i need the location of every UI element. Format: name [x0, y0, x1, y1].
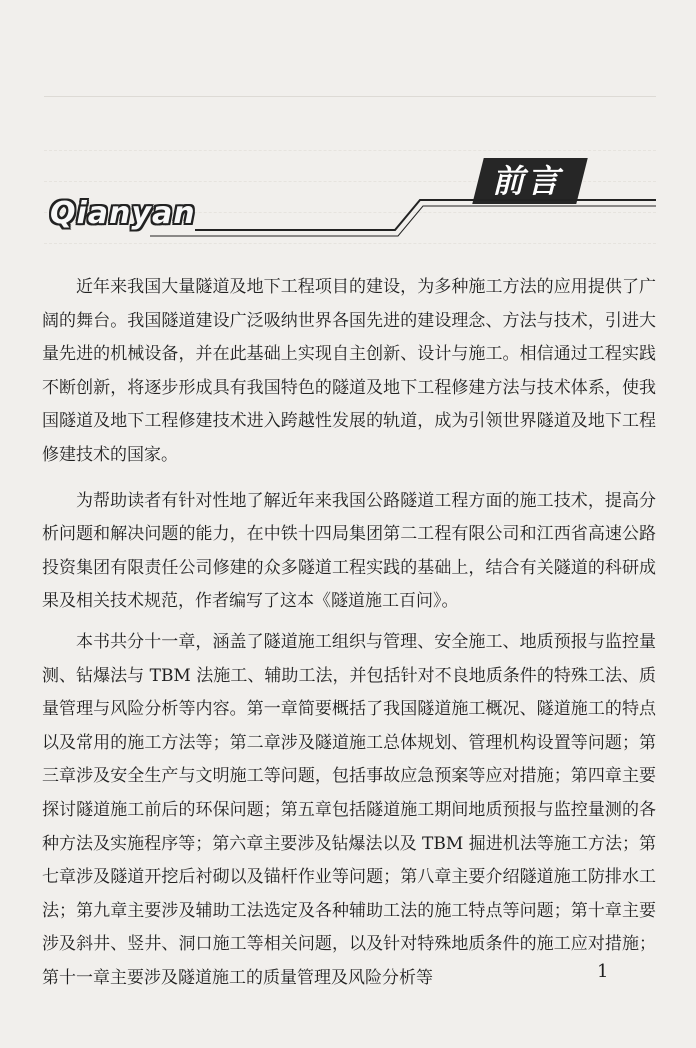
body-text [42, 271, 656, 995]
page-number: 1 [597, 961, 609, 982]
paragraph: 本书共分十一章，涵盖了隧道施工组织与管理、安全施工、地质预报与监控量测、钻爆法与 TBM 法施工、辅助工法，并包括针对不良地质条件的特殊工法、质量管理与风险分析等内容。第一章简要概括了我国隧道施工概况、隧道施工的特点以及常用的施工方法等；第二章涉及隧道施工总体规划、管理机构设置等问题；第三章涉及安全生产与文明施工等问题，包括事故应急预案等应对措施；第四章主要探讨隧道施工前后的环保问题；第五章包括隧道施工期间地质预报与监控量测的各种方法及实施程序等；第六章主要涉及钻爆法以及 TBM 掘进机法等施工方法；第七章涉及隧道开挖后衬砌以及锚杆作业等问题；第八章主要介绍隧道施工防排水工法；第九章主要涉及辅助工法选定及各种辅助工法的施工特点等问题；第十章主要涉及斜井、竖井、洞口施工等相关问题，以及针对特殊地质条件的施工应对措施；第十一章主要涉及隧道施工的质量管理及风险分析等 [42, 631, 656, 988]
title-pinyin: Qianyan [50, 196, 196, 231]
page-title: 前言 [492, 162, 563, 200]
paragraph: 近年来我国大量隧道及地下工程项目的建设，为多种施工方法的应用提供了广阔的舞台。我国隧道建设广泛吸纳世界各国先进的建设理念、方法与技术，引进大量先进的机械设备，并在此基础上实现自主创新、设计与施工。相信通过工程实践不断创新，将逐步形成具有我国特色的隧道及地下工程修建方法与技术体系，使我国隧道及地下工程修建技术进入跨越性发展的轨道，成为引领世界隧道及地下工程修建技术的国家。 [42, 277, 656, 465]
show-through-rule [44, 96, 656, 97]
paragraph: 为帮助读者有针对性地了解近年来我国公路隧道工程方面的施工技术，提高分析问题和解决问题的能力，在中铁十四局集团第二工程有限公司和江西省高速公路投资集团有限责任公司修建的众多隧道工程实践的基础上，结合有关隧道的科研成果及相关技术规范，作者编写了这本《隧道施工百问》。 [42, 490, 656, 612]
